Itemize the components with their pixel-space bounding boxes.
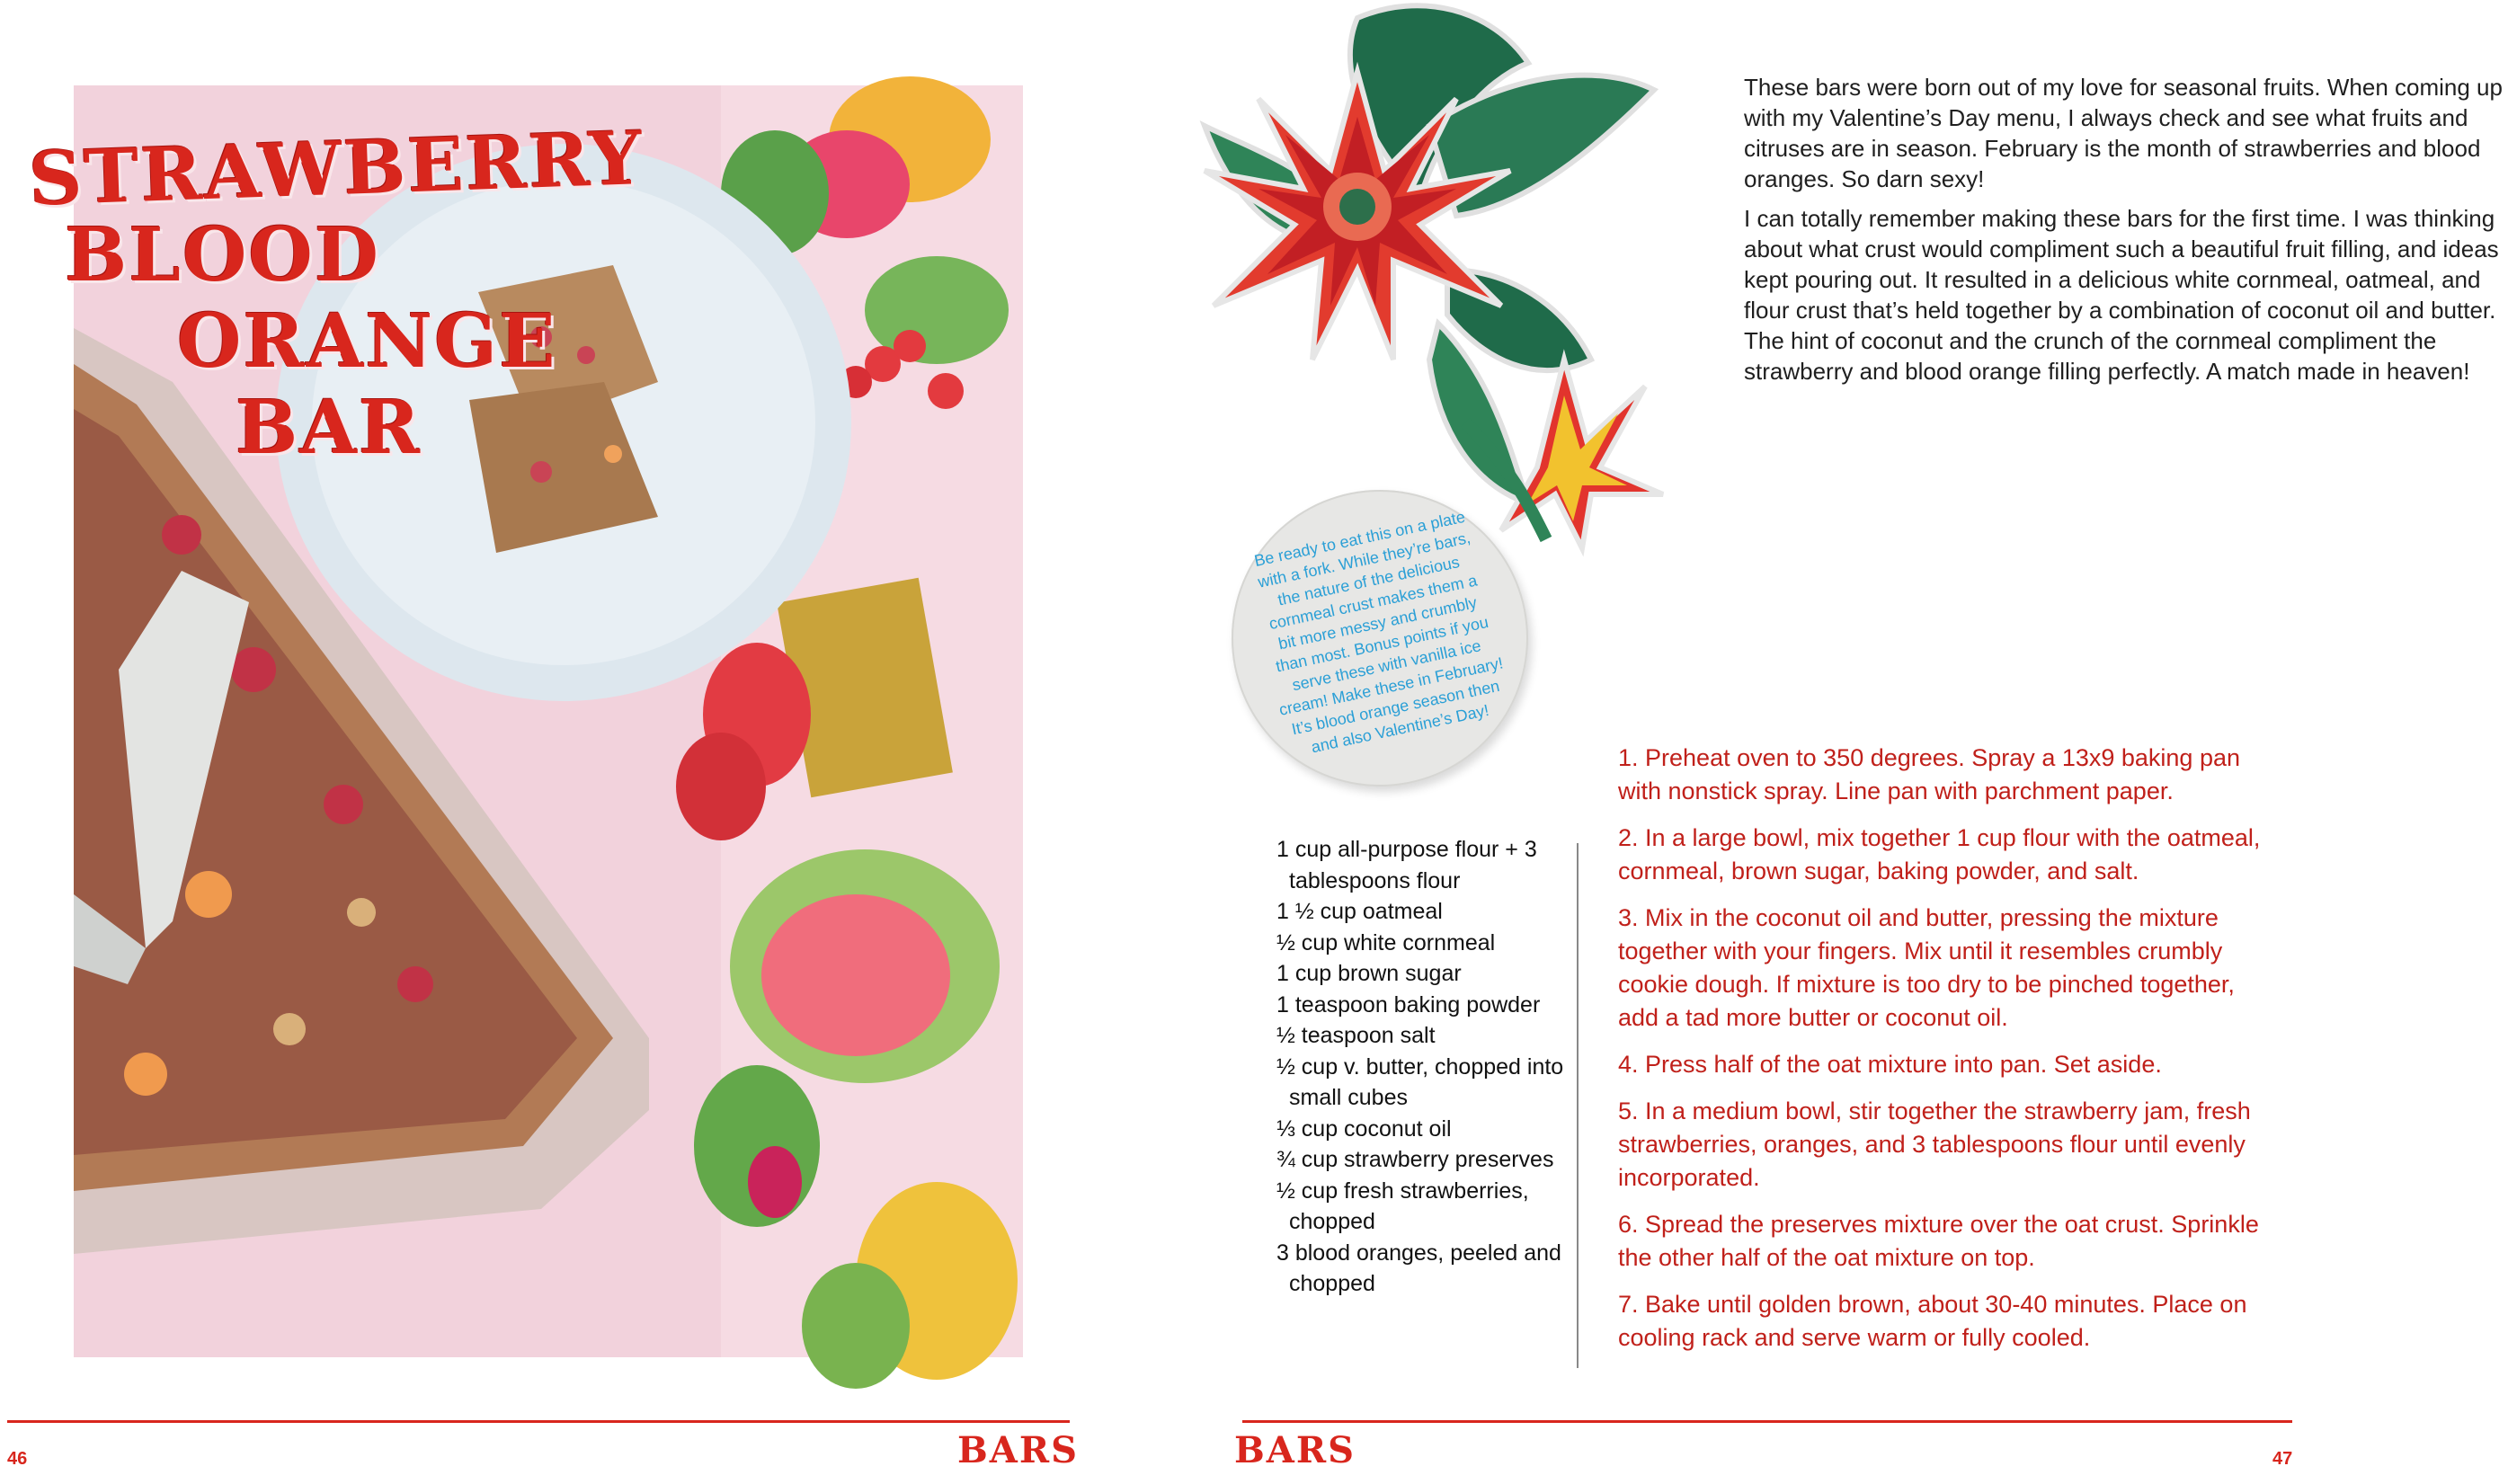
footer-rule [1242,1420,2292,1423]
ingredients-list [1276,834,1564,1300]
tip-text: Be ready to eat this on a plate with a fork. While they’re bars, the nature of the delicious cornmeal crust makes them a bit more messy and crumbly than most. Bonus points if you serve these with vanilla ice cream! Make these in February! It’s blood orange season then and also Valentine’s Day! [1252,507,1505,757]
instruction-step: 2. In a large bowl, mix together 1 cup flour with the oatmeal, cornmeal, brown sugar, baking powder, and salt. [1618,824,2261,884]
ingredient-item: 1 cup brown sugar [1276,961,1462,986]
section-tag: BARS [1234,1429,1356,1471]
instruction-step: 4. Press half of the oat mixture into pan. Set aside. [1618,1051,2162,1078]
section-tag: BARS [957,1429,1079,1471]
ingredient-item: ¾ cup strawberry preserves [1276,1147,1554,1172]
ingredient-item: 1 cup all-purpose flour + 3 tablespoons flour [1276,837,1537,893]
ingredient-item: ½ teaspoon salt [1276,1023,1436,1048]
instructions-list [1618,742,2274,1368]
page-number: 47 [2272,1449,2293,1469]
instruction-step: 3. Mix in the coconut oil and butter, pressing the mixture together with your fingers. Mix until it resembles crumbly cookie dough. If mixture is too dry to be pinched together, add a tad more butter or coconut oil. [1618,904,2235,1031]
instruction-step: 6. Spread the preserves mixture over the oat crust. Sprinkle the other half of the oat mixture on top. [1618,1211,2259,1271]
instruction-step: 5. In a medium bowl, stir together the strawberry jam, fresh strawberries, oranges, and 3 tablespoons flour until evenly incorporated. [1618,1097,2251,1191]
intro-text [1744,72,2508,395]
title-line: STRAWBERRY [27,115,645,223]
ingredient-item: 1 ½ cup oatmeal [1276,899,1443,924]
intro-paragraph: I can totally remember making these bars for the first time. I was thinking about what crust would compliment such a beautiful fruit filling, and ideas kept pouring out. It resulted in a delicious white cornmeal, oatmeal, and flour crust that’s held together by a combination of coconut oil and butter. The hint of coconut and the crunch of the cornmeal compliment the strawberry and blood orange filling perfectly. A match made in heaven! [1744,205,2499,385]
instruction-step: 7. Bake until golden brown, about 30-40 minutes. Place on cooling rack and serve warm or fully cooled. [1618,1291,2247,1351]
ingredient-item: ⅓ cup coconut oil [1276,1115,1452,1142]
left-page [0,0,1151,1484]
title-line: BAR [236,385,422,471]
ingredient-item: 1 teaspoon baking powder [1276,991,1541,1017]
ingredient-item: 3 blood oranges, peeled and chopped [1276,1240,1561,1296]
page-number: 46 [7,1449,28,1469]
title-line: ORANGE [177,298,557,385]
ingredient-item: ½ cup v. butter, chopped into small cubes [1276,1053,1564,1110]
ingredient-item: ½ cup fresh strawberries, chopped [1276,1177,1529,1234]
tip-badge [1232,490,1528,786]
recipe-title [27,115,645,471]
right-page [1151,0,2503,1484]
title-line: BLOOD [65,212,380,298]
column-divider [1577,843,1579,1368]
footer-rule [7,1420,1070,1423]
intro-paragraph: These bars were born out of my love for seasonal fruits. When coming up with my Valentine’s Day menu, I always check and see what fruits and citruses are in season. February is the month of strawberries and blood oranges. So darn sexy! [1744,74,2503,192]
instruction-step: 1. Preheat oven to 350 degrees. Spray a 13x9 baking pan with nonstick spray. Line pan with parchment paper. [1618,744,2240,804]
ingredient-item: ½ cup white cornmeal [1276,929,1496,955]
